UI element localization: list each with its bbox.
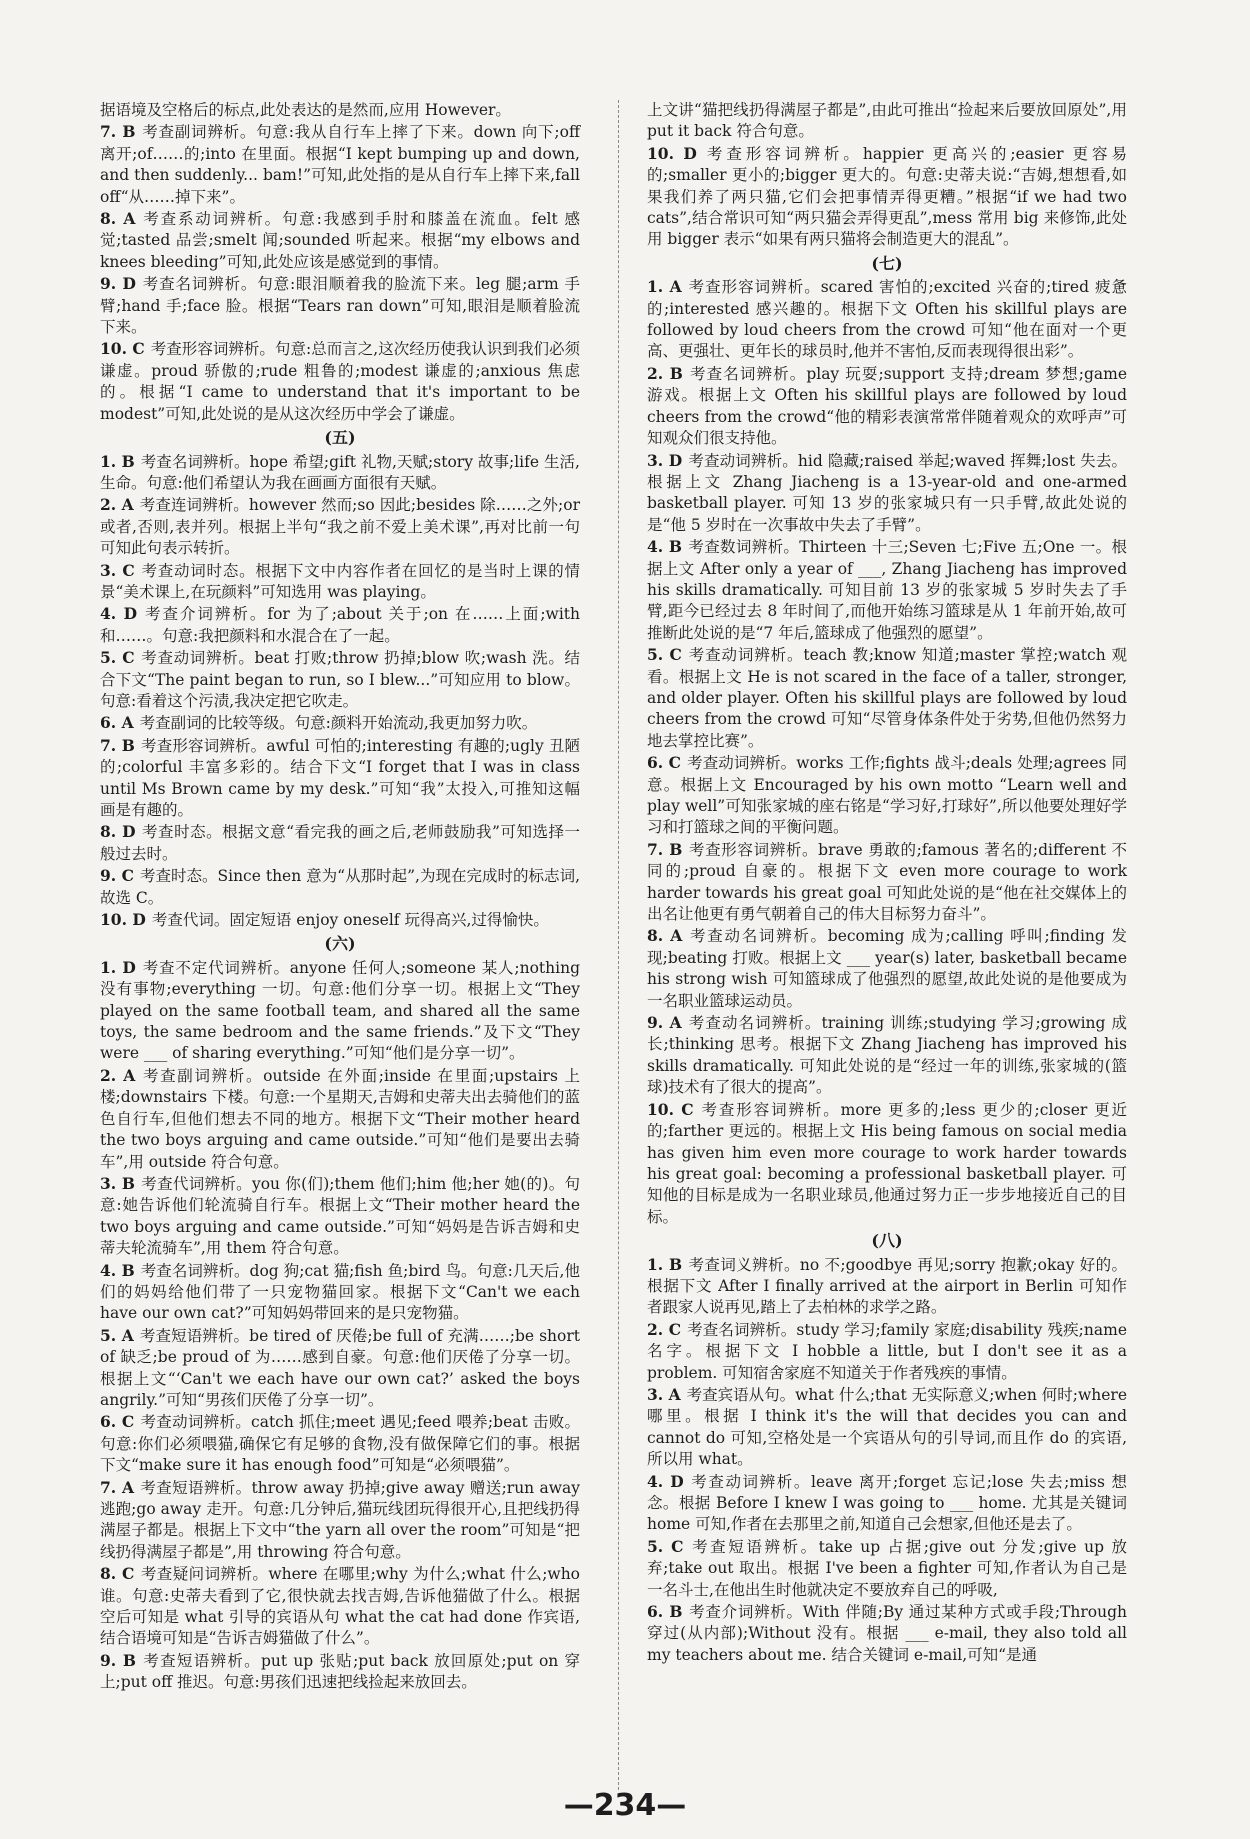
item-number: 1. bbox=[647, 277, 664, 297]
item-number: 2. bbox=[100, 1065, 117, 1085]
item-number: 1. bbox=[100, 451, 117, 471]
answer-item bbox=[647, 752, 1127, 839]
item-explanation: 考查时态。根据文意“看完我的画之后,老师鼓励我”可知选择一般过去时。 bbox=[100, 823, 581, 863]
item-explanation: 考查形容词辨析。scared 害怕的;excited 兴奋的;tired 疲惫的;interested 感兴趣的。根据下文 Often his skillful plays are followed by loud cheers from the crowd 可知“他在面对一个更高、更强壮、更年长的球员时,他并不害怕,反而表现得很出彩”。 bbox=[647, 278, 1127, 361]
item-answer: B bbox=[116, 1173, 135, 1193]
answer-item bbox=[100, 603, 580, 647]
item-number: 8. bbox=[100, 209, 117, 229]
answer-item bbox=[100, 208, 580, 273]
item-explanation: 考查数词辨析。Thirteen 十三;Seven 七;Five 五;One 一。根据上文 After only a year of ___, Zhang Jiacheng has improved his skills dramatically. 可知目前 13 岁的张家城 5 岁时失去了手臂,距今已经过去 8 年时间了,而他开始练习篮球是从 1 年前开始,故可推断此处说的是“7 年后,篮球成了他强烈的愿望”。 bbox=[647, 538, 1128, 642]
answer-item bbox=[100, 865, 580, 909]
item-explanation: 考查名词辨析。dog 狗;cat 猫;fish 鱼;bird 鸟。句意:几天后,他们的妈妈给他们带了一只宠物猫回家。根据下文“Can't we each have our own cat?”可知妈妈带回来的是只宠物猫。 bbox=[100, 1261, 581, 1323]
item-explanation: 考查动词辨析。catch 抓住;meet 遇见;feed 喂养;beat 击败。句意:你们必须喂猫,确保它有足够的食物,没有做保障它们的事。根据下文“make sure it has enough food”可知是“必须喂猫”。 bbox=[100, 1413, 580, 1475]
column-divider bbox=[618, 100, 620, 1790]
item-answer: A bbox=[663, 1013, 682, 1033]
item-explanation: 考查名词辨析。句意:眼泪顺着我的脸流下来。leg 腿;arm 手臂;hand 手;face 脸。根据“Tears ran down”可知,眼泪是顺着脸流下来。 bbox=[100, 275, 581, 337]
answer-item bbox=[647, 536, 1127, 644]
item-explanation: 考查疑问词辨析。where 在哪里;why 为什么;what 什么;who 谁。句意:史蒂夫看到了它,很快就去找吉姆,告诉他猫做了什么。根据空后可知是 what 引导的宾语从句 what the cat had done 作宾语,结合语境可知是“告诉吉姆猫做了什么”。 bbox=[100, 1565, 581, 1648]
item-explanation: 考查副词辨析。outside 在外面;inside 在里面;upstairs 上楼;downstairs 下楼。句意:一个星期天,吉姆和史蒂夫出去骑他们的蓝色自行车,但他们想去不同的地方。根据下文“Their mother heard the two boys arguing and came outside.”可知“他们是要出去骑车”,用 outside 符合句意。 bbox=[100, 1066, 580, 1171]
item-number: 7. bbox=[100, 122, 117, 142]
answer-item bbox=[100, 1325, 580, 1412]
item-number: 10. bbox=[100, 910, 127, 930]
item-explanation: 考查名词辨析。hope 希望;gift 礼物,天赋;story 故事;life 生活,生命。句意:他们希望认为我在画画方面很有天赋。 bbox=[100, 452, 580, 492]
item-number: 7. bbox=[100, 735, 117, 755]
item-answer: C bbox=[663, 1319, 682, 1339]
item-answer: D bbox=[116, 957, 136, 977]
item-answer: C bbox=[116, 560, 135, 580]
item-explanation: 考查动名词辨析。training 训练;studying 学习;growing 成长;thinking 思考。根据下文 Zhang Jiacheng has improved his skills dramatically. 可知此处说的是“经过一年的训练,张家城的(篮球)技术有了很大的提高”。 bbox=[647, 1014, 1127, 1097]
item-answer: A bbox=[116, 1477, 134, 1497]
item-answer: C bbox=[663, 645, 682, 665]
item-number: 4. bbox=[647, 1471, 664, 1491]
item-answer: A bbox=[663, 277, 682, 297]
item-answer: D bbox=[673, 143, 697, 163]
item-number: 3. bbox=[100, 1173, 117, 1193]
item-number: 8. bbox=[100, 822, 117, 842]
item-answer: C bbox=[116, 1412, 135, 1432]
section-heading: (五) bbox=[324, 428, 356, 448]
item-explanation: 考查宾语从句。what 什么;that 无实际意义;when 何时;where 哪里。根据 I think it's the will that decides you can and cannot do 可知,空格处是一个宾语从句的引导词,而且作 do 的宾语,所以用 what。 bbox=[647, 1385, 1127, 1469]
item-answer: C bbox=[663, 1536, 684, 1556]
item-explanation: 考查形容词辨析。awful 可怕的;interesting 有趣的;ugly 丑陋的;colorful 丰富多彩的。结合下文“I forget that I was in class until Ms Brown came by my desk.”可知“我”太投入,可推知这幅画是有趣的。 bbox=[100, 736, 581, 819]
item-explanation: 考查短语辨析。take up 占据;give out 分发;give up 放弃;take out 取出。根据 I've been a fighter 可知,作者认为自己是一名斗士,在他出生时他就决定不要放弃自己的呼吸, bbox=[647, 1537, 1128, 1599]
answer-item bbox=[647, 1601, 1127, 1666]
item-explanation: 考查动词辨析。works 工作;fights 战斗;deals 处理;agrees 同意。根据上文 Encouraged by his own motto “Learn well and play well”可知张家城的座右铭是“学习好,打球好”,所以他要处理好学习和打篮球之间的平衡问题。 bbox=[647, 754, 1127, 837]
item-explanation: 考查介词辨析。for 为了;about 关于;on 在……上面;with 和……。句意:我把颜料和水混合在了一起。 bbox=[100, 605, 580, 645]
left-column bbox=[100, 100, 580, 1694]
answer-item bbox=[100, 735, 580, 822]
item-number: 3. bbox=[100, 560, 117, 580]
answer-item bbox=[647, 1319, 1127, 1384]
answer-item bbox=[647, 1536, 1127, 1601]
item-explanation: 考查名词辨析。study 学习;family 家庭;disability 残疾;name 名字。根据下文 I hobble a little, but I don't see it as a problem. 可知宿舍家庭不知道关于作者残疾的事情。 bbox=[647, 1320, 1127, 1382]
item-answer: C bbox=[116, 866, 134, 886]
item-answer: B bbox=[116, 1650, 136, 1670]
item-answer: B bbox=[663, 363, 683, 383]
answer-item bbox=[100, 1563, 580, 1650]
item-explanation: 考查动词辨析。beat 打败;throw 扔掉;blow 吹;wash 洗。结合下文“The paint began to run, so I blew...”可知应用 to blow。句意:看着这个污渍,我决定把它吹走。 bbox=[100, 649, 581, 710]
item-number: 2. bbox=[647, 363, 664, 383]
item-number: 10. bbox=[100, 339, 127, 359]
item-answer: B bbox=[116, 122, 136, 142]
item-number: 1. bbox=[647, 1254, 664, 1274]
item-number: 3. bbox=[647, 1384, 664, 1404]
answer-item bbox=[100, 273, 580, 338]
item-number: 6. bbox=[100, 713, 117, 733]
item-number: 9. bbox=[100, 866, 117, 886]
item-number: 9. bbox=[100, 274, 117, 294]
item-explanation: 考查系动词辨析。句意:我感到手肘和膝盖在流血。felt 感觉;tasted 品尝;smelt 闻;sounded 听起来。根据“my elbows and knees bleeding”可知,此处应该是感觉到的事情。 bbox=[100, 210, 580, 271]
answer-item bbox=[647, 363, 1127, 450]
answer-item bbox=[647, 143, 1127, 251]
item-explanation: 考查代词辨析。you 你(们);them 他们;him 他;her 她(的)。句意:她告诉他们轮流骑自行车。根据上文“Their mother heard the two boys arguing and came outside.”可知“妈妈是告诉吉姆和史蒂夫轮流骑车”,用 them 符合句意。 bbox=[100, 1174, 581, 1258]
item-explanation: 考查动词辨析。hid 隐藏;raised 举起;waved 挥舞;lost 失去。根据上文 Zhang Jiacheng is a 13-year-old and one-armed basketball player. 可知 13 岁的张家城只有一只手臂,故此处说的是“他 5 岁时在一次事故中失去了手臂”。 bbox=[647, 451, 1127, 534]
item-number: 9. bbox=[100, 1650, 117, 1670]
item-number: 6. bbox=[100, 1412, 117, 1432]
item-answer: C bbox=[116, 1564, 135, 1584]
item-answer: D bbox=[663, 450, 683, 470]
item-explanation: 考查代词。固定短语 enjoy oneself 玩得高兴,过得愉快。 bbox=[151, 911, 549, 930]
answer-item bbox=[100, 821, 580, 865]
item-answer: A bbox=[116, 1325, 134, 1345]
answer-item bbox=[100, 647, 580, 712]
item-answer: C bbox=[663, 753, 682, 773]
continuation-text: 据语境及空格后的标点,此处表达的是然而,应用 However。 bbox=[100, 101, 511, 119]
item-answer: B bbox=[116, 1260, 135, 1280]
item-number: 7. bbox=[100, 1477, 117, 1497]
item-number: 6. bbox=[647, 1602, 664, 1622]
answer-item bbox=[100, 338, 580, 425]
item-answer: B bbox=[663, 1254, 683, 1274]
item-answer: C bbox=[673, 1099, 694, 1119]
answer-item bbox=[647, 450, 1127, 537]
item-number: 2. bbox=[647, 1319, 664, 1339]
item-answer: A bbox=[663, 926, 683, 946]
item-number: 5. bbox=[647, 1536, 664, 1556]
answer-item bbox=[647, 1012, 1127, 1099]
item-number: 2. bbox=[100, 495, 117, 515]
item-explanation: 考查形容词辨析。more 更多的;less 更少的;closer 更近的;farther 更远的。根据上文 His being famous on social media has given him even more courage to work harder towards his great goal: becoming a professional basketball player. 可知他的目标是成为一名职业球员,他通过努力正一步步地接近自己的目标。 bbox=[647, 1100, 1128, 1226]
answer-item bbox=[100, 1411, 580, 1476]
section-heading: (八) bbox=[871, 1231, 903, 1251]
item-number: 8. bbox=[100, 1564, 117, 1584]
answer-item bbox=[100, 712, 580, 734]
page-number: —234— bbox=[563, 1788, 687, 1823]
item-answer: A bbox=[663, 1384, 681, 1404]
item-explanation: 考查形容词辨析。brave 勇敢的;famous 著名的;different 不同的;proud 自豪的。根据下文 even more courage to work harder towards his great goal 可知此处说的是“他在社交媒体上的出名让他更有勇气朝着自己的伟大目标努力奋斗”。 bbox=[647, 840, 1128, 924]
answer-item bbox=[100, 1065, 580, 1173]
item-explanation: 考查时态。Since then 意为“从那时起”,为现在完成时的标志词,故选 C。 bbox=[100, 867, 581, 907]
answer-item bbox=[100, 1477, 580, 1564]
item-number: 3. bbox=[647, 450, 664, 470]
answer-item bbox=[100, 1173, 580, 1260]
item-answer: B bbox=[663, 1602, 683, 1622]
item-explanation: 考查动词辨析。teach 教;know 知道;master 掌控;watch 观看。根据上文 He is not scared in the face of a taller, stronger, and older player. Often his skillful plays are followed by loud cheers from the crowd 可知“尽管身体条件处于劣势,但他仍然努力地去掌控比赛”。 bbox=[647, 646, 1128, 750]
item-explanation: 考查连词辨析。however 然而;so 因此;besides 除……之外;or 或者,否则,表并列。根据上半句“我之前不爱上美术课”,再对比前一句可知此句表示转折。 bbox=[100, 496, 580, 558]
item-answer: D bbox=[663, 1471, 684, 1491]
item-answer: D bbox=[116, 274, 136, 294]
answer-item bbox=[647, 1471, 1127, 1536]
answer-item bbox=[647, 925, 1127, 1012]
item-answer: D bbox=[126, 910, 146, 930]
item-explanation: 考查动名词辨析。becoming 成为;calling 呼叫;finding 发现;beating 打败。根据上文 ___ year(s) later, basketball became his strong wish 可知篮球成了他强烈的愿望,故此处说的是他要成为一名职业篮球运动员。 bbox=[647, 927, 1127, 1010]
answer-item bbox=[100, 1260, 580, 1325]
answer-item bbox=[100, 451, 580, 495]
section-heading: (六) bbox=[324, 934, 356, 954]
item-explanation: 考查短语辨析。throw away 扔掉;give away 赠送;run away 逃跑;go away 走开。句意:几分钟后,猫玩线团玩得很开心,且把线扔得满屋子都是。根据上下文中“the yarn all over the room”可知是“把线扔得满屋子都是”,用 throwing 符合句意。 bbox=[100, 1478, 580, 1561]
answer-item bbox=[647, 1384, 1127, 1471]
item-explanation: 考查副词辨析。句意:我从自行车上摔了下来。down 向下;off 离开;of……的;into 在里面。根据“I kept bumping up and down, and then suddenly... bam!”可知,此处指的是从自行车上摔下来,fall off“从……掉下来”。 bbox=[100, 123, 580, 206]
item-number: 4. bbox=[647, 537, 664, 557]
item-number: 10. bbox=[647, 1099, 674, 1119]
item-number: 4. bbox=[100, 604, 117, 624]
item-number: 1. bbox=[100, 957, 117, 977]
item-explanation: 考查介词辨析。With 伴随;By 通过某种方式或手段;Through 穿过(从内部);Without 没有。根据 ___ e-mail, they also told all my teachers about me. 结合关键词 e-mail,可知“是通 bbox=[647, 1603, 1127, 1664]
item-number: 5. bbox=[100, 1325, 117, 1345]
item-number: 8. bbox=[647, 926, 664, 946]
item-number: 5. bbox=[647, 645, 664, 665]
answer-item bbox=[100, 909, 580, 931]
item-number: 6. bbox=[647, 753, 664, 773]
item-explanation: 考查不定代词辨析。anyone 任何人;someone 某人;nothing 没有事物;everything 一切。句意:他们分享一切。根据上文“They played on the same football team, and shared all the same toys, the same bedroom and the same friends.”及下文“They were ___ of sharing everything.”可知“他们是分享一切”。 bbox=[100, 958, 580, 1063]
answer-item bbox=[647, 276, 1127, 363]
answer-item bbox=[100, 121, 580, 208]
item-number: 7. bbox=[647, 839, 664, 859]
item-answer: B bbox=[116, 735, 135, 755]
item-answer: A bbox=[116, 1065, 136, 1085]
item-explanation: 考查短语辨析。be tired of 厌倦;be full of 充满……;be short of 缺乏;be proud of 为……感到自豪。句意:他们厌倦了分享一切。根据上文“‘Can't we each have our own cat?’ asked the boys angrily.”可知“男孩们厌倦了分享一切”。 bbox=[100, 1326, 580, 1409]
right-column bbox=[647, 100, 1127, 1666]
continuation-text: 上文讲“猫把线扔得满屋子都是”,由此可推出“捡起来后要放回原处”,用 put it back 符合句意。 bbox=[647, 101, 1127, 141]
item-explanation: 考查短语辨析。put up 张贴;put back 放回原处;put on 穿上;put off 推迟。句意:男孩们迅速把线捡起来放回去。 bbox=[100, 1651, 580, 1692]
item-explanation: 考查副词的比较等级。句意:颜料开始流动,我更加努力吹。 bbox=[139, 714, 538, 733]
answer-item bbox=[100, 957, 580, 1065]
item-explanation: 考查词义辨析。no 不;goodbye 再见;sorry 抱歉;okay 好的。根据下文 After I finally arrived at the airport in Berlin 可知作者跟家人说再见,踏上了去柏林的求学之路。 bbox=[647, 1255, 1127, 1317]
item-answer: A bbox=[116, 713, 134, 733]
item-answer: B bbox=[116, 451, 135, 471]
item-number: 4. bbox=[100, 1260, 117, 1280]
item-explanation: 考查动词时态。根据下文中内容作者在回忆的是当时上课的情景“美术课上,在玩颜料”可知选用 was playing。 bbox=[100, 561, 580, 601]
item-number: 10. bbox=[647, 143, 674, 163]
item-answer: C bbox=[126, 339, 145, 359]
section-heading: (七) bbox=[871, 253, 903, 273]
answer-item bbox=[100, 494, 580, 559]
answer-item bbox=[100, 560, 580, 604]
item-answer: B bbox=[663, 839, 683, 859]
answer-item bbox=[647, 839, 1127, 926]
item-answer: C bbox=[116, 648, 135, 668]
item-explanation: 考查名词辨析。play 玩耍;support 支持;dream 梦想;game 游戏。根据上文 Often his skillful plays are followed by loud cheers from the crowd“他的精彩表演常常伴随着观众的欢呼声”可知观众们很支持他。 bbox=[647, 364, 1127, 448]
answer-item bbox=[647, 644, 1127, 752]
item-answer: B bbox=[663, 537, 683, 557]
item-explanation: 考查动词辨析。leave 离开;forget 忘记;lose 失去;miss 想念。根据 Before I knew I was going to ___ home. 尤其是关键词 home 可知,作者在去那里之前,知道自己会想家,但他还是去了。 bbox=[647, 1472, 1127, 1534]
item-answer: A bbox=[116, 209, 136, 229]
item-number: 9. bbox=[647, 1013, 664, 1033]
answer-item bbox=[647, 1099, 1127, 1228]
item-answer: D bbox=[116, 604, 138, 624]
item-number: 5. bbox=[100, 648, 117, 668]
item-explanation: 考查形容词辨析。happier 更高兴的;easier 更容易的;smaller 更小的;bigger 更大的。句意:史蒂夫说:“吉姆,想想看,如果我们养了两只猫,它们会把事情弄得更糟。”根据“if we had two cats”,结合常识可知“两只猫会弄得更乱”,mess 常用 big 来修饰,此处用 bigger 表示“如果有两只猫将会制造更大的混乱”。 bbox=[647, 144, 1127, 249]
answer-item bbox=[647, 1254, 1127, 1319]
item-answer: A bbox=[116, 495, 134, 515]
item-explanation: 考查形容词辨析。句意:总而言之,这次经历使我认识到我们必须谦虚。proud 骄傲的;rude 粗鲁的;modest 谦虚的;anxious 焦虑的。根据“I came to understand that it's important to be modest”可知,此处说的是从这次经历中学会了谦虚。 bbox=[100, 340, 581, 423]
answer-item bbox=[100, 1650, 580, 1694]
item-answer: D bbox=[116, 822, 136, 842]
